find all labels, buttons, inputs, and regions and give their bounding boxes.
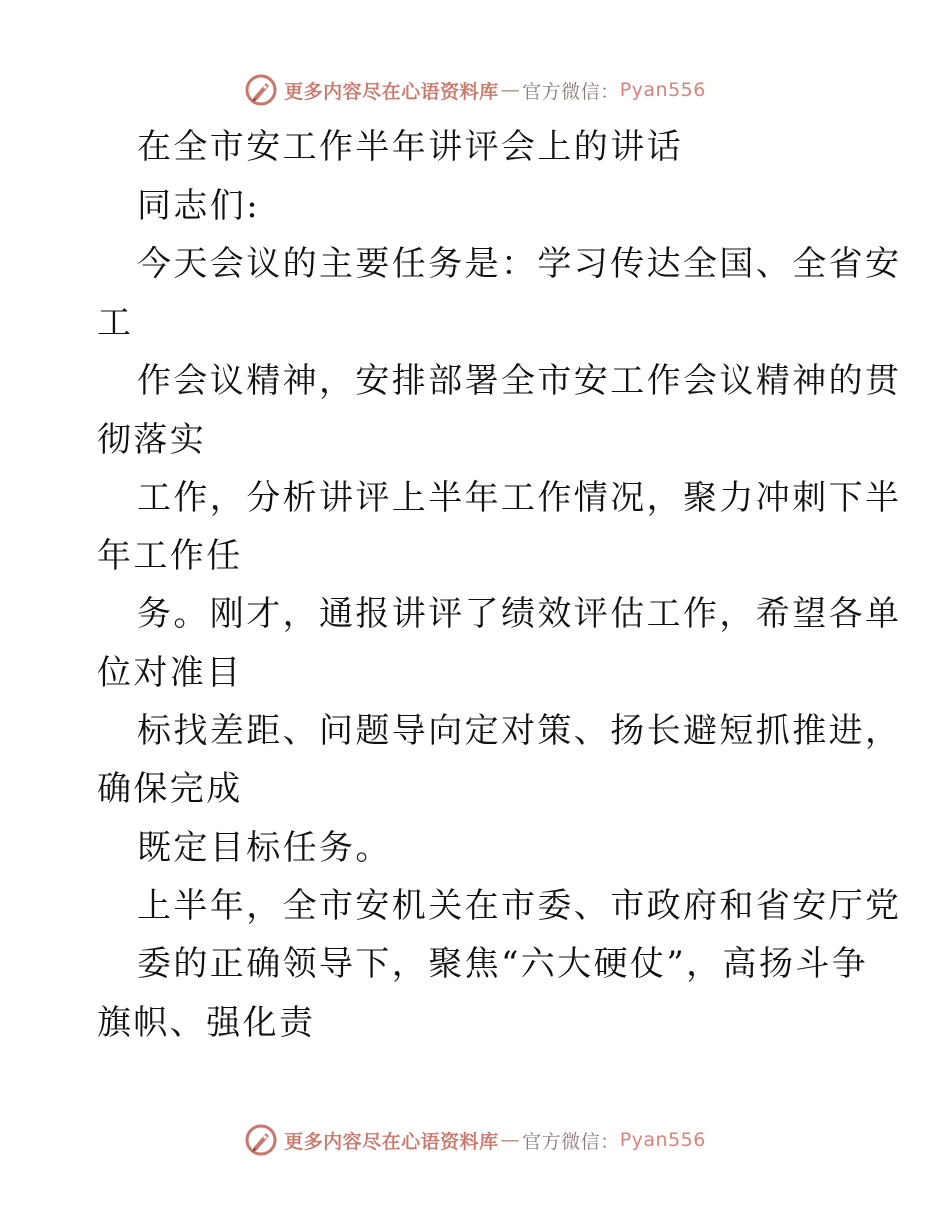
watermark-label: 官方微信： bbox=[522, 80, 620, 103]
footer-watermark bbox=[0, 1122, 950, 1158]
watermark-main-text: 更多内容尽在心语资料库 bbox=[284, 80, 499, 103]
document-salutation: 同志们: bbox=[137, 186, 261, 226]
paragraph-line: 旗帜、强化责 bbox=[97, 1003, 316, 1043]
watermark-label: 官方微信： bbox=[522, 1130, 620, 1153]
pen-nib-logo-icon bbox=[244, 1123, 278, 1157]
paragraph-line: 作会议精神，安排部署全市安工作会议精神的贯 bbox=[137, 361, 902, 401]
paragraph-line: 彻落实 bbox=[97, 420, 207, 460]
paragraph-line: 标找差距、问题导向定对策、扬长避短抓推进， bbox=[137, 711, 902, 751]
watermark-main-text: 更多内容尽在心语资料库 bbox=[284, 1130, 499, 1153]
paragraph-line: 确保完成 bbox=[97, 769, 243, 809]
document-title: 在全市安工作半年讲评会上的讲话 bbox=[137, 127, 683, 167]
paragraph-line: 工作，分析讲评上半年工作情况，聚力冲刺下半 bbox=[137, 478, 902, 518]
paragraph-line: 务。刚才，通报讲评了绩效评估工作，希望各单 bbox=[137, 594, 902, 634]
watermark-account: Pyan556 bbox=[619, 79, 706, 101]
paragraph-line: 位对准目 bbox=[97, 653, 243, 693]
paragraph-line: 上半年，全市安机关在市委、市政府和省安厅党 bbox=[137, 886, 902, 926]
paragraph-line: 今天会议的主要任务是：学习传达全国、全省安 bbox=[137, 244, 902, 284]
watermark-dash: — bbox=[500, 79, 521, 101]
paragraph-line: 委的正确领导下，聚焦“六大硬仗”，高扬斗争 bbox=[137, 944, 869, 984]
watermark-dash: — bbox=[500, 1129, 521, 1151]
paragraph-line: 工 bbox=[97, 303, 134, 343]
watermark-account: Pyan556 bbox=[619, 1129, 706, 1151]
paragraph-line: 年工作任 bbox=[97, 536, 243, 576]
paragraph-line: 既定目标任务。 bbox=[137, 828, 392, 868]
